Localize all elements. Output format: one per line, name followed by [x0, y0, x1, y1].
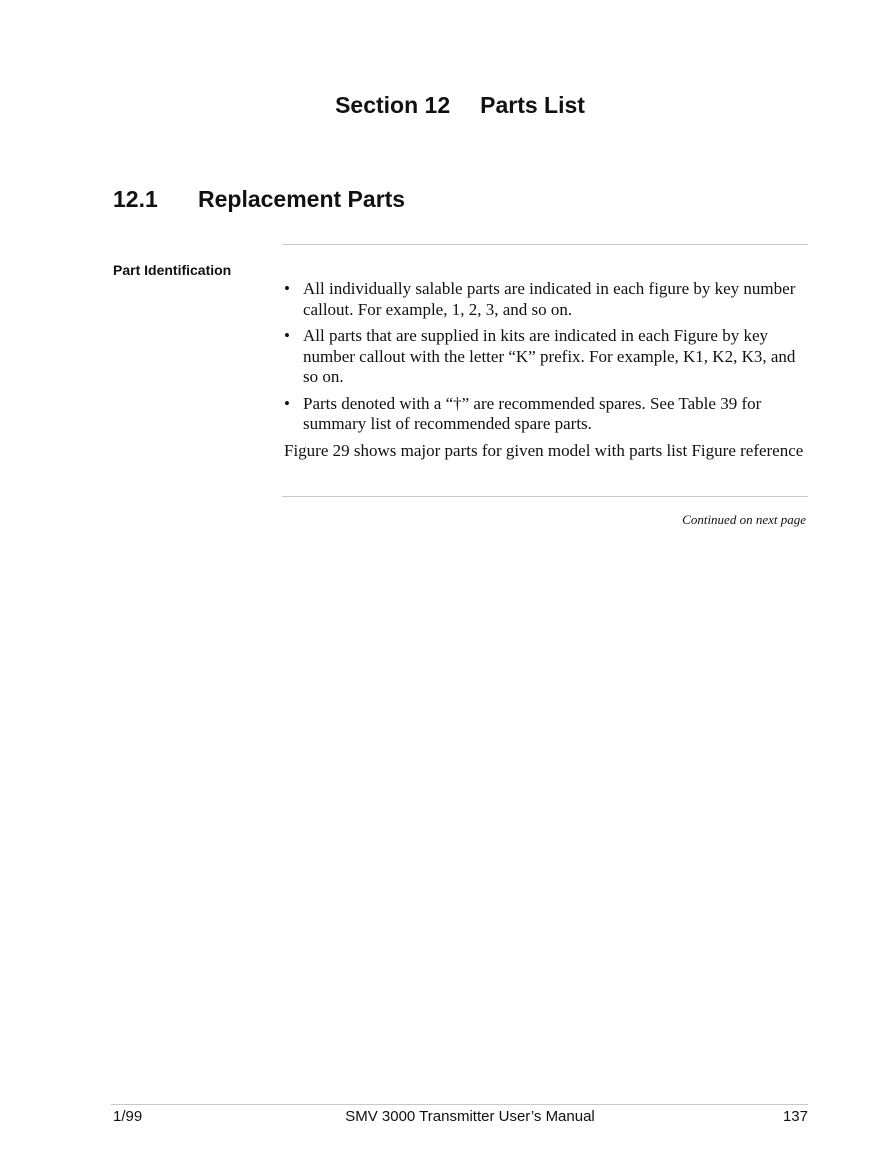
continued-note: Continued on next page [682, 512, 806, 527]
body-content [284, 279, 812, 461]
section-number: Section 12 [335, 92, 451, 118]
bullet-icon: • [284, 393, 290, 413]
divider-top [282, 244, 808, 245]
section-title: Parts List [480, 92, 585, 118]
divider-bottom [282, 496, 808, 497]
side-label: Part Identification [113, 262, 232, 278]
list-item-text: All parts that are supplied in kits are indicated in each Figure by key number callout with the letter “K” prefix. For example, K1, K2, K3, and so on. [303, 326, 796, 386]
bullet-list [284, 279, 812, 435]
list-item-text: Parts denoted with a “†” are recommended spares. See Table 39 for summary list of recommended spare parts. [303, 393, 762, 433]
subsection-title: Replacement Parts [198, 186, 406, 212]
list-item [284, 394, 812, 435]
page-number: 137 [782, 1108, 808, 1125]
footer-divider [111, 1104, 808, 1105]
footer-title: SMV 3000 Transmitter User’s Manual [345, 1108, 595, 1125]
list-item [284, 279, 812, 320]
list-item [284, 326, 812, 388]
body-paragraph: Figure 29 shows major parts for given model with parts list Figure reference [284, 440, 804, 460]
bullet-icon: • [284, 326, 290, 345]
bullet-icon: • [284, 279, 290, 298]
page-footer [113, 1108, 808, 1128]
subsection-heading [113, 186, 405, 213]
subsection-number: 12.1 [113, 186, 158, 212]
footer-date: 1/99 [113, 1108, 143, 1125]
section-heading [0, 92, 892, 119]
list-item-text: All individually salable parts are indicated in each figure by key number callout. For example, 1, 2, 3, and so on. [303, 279, 796, 319]
